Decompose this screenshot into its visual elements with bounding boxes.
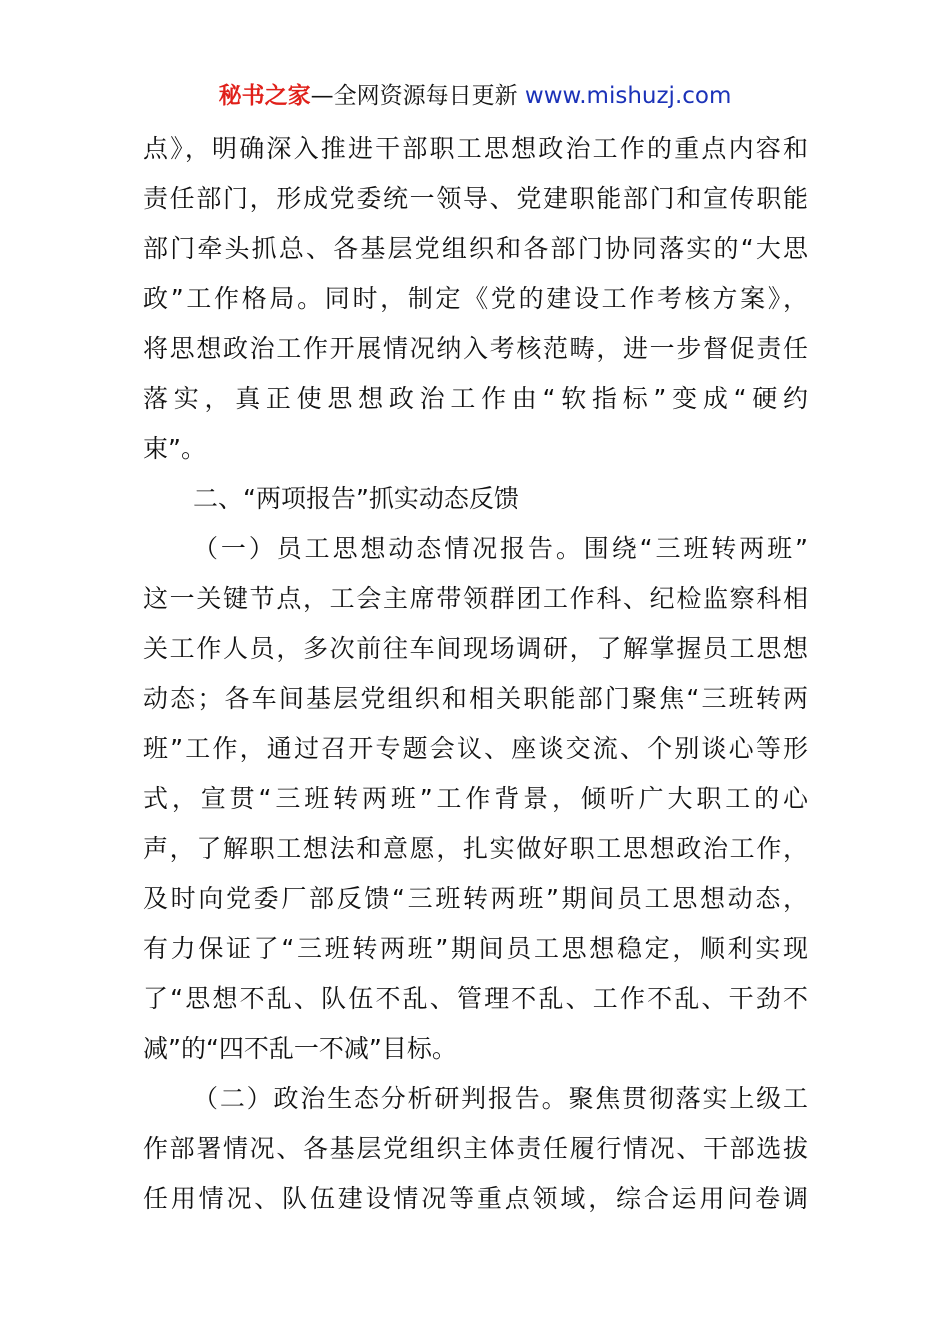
text-line: 及时向党委厂部反馈“三班转两班”期间员工思想动态，: [143, 884, 808, 913]
subsection-heading: （二）政治生态分析研判报告。聚焦贯彻落实上级工: [193, 1084, 808, 1113]
text-line: 作部署情况、各基层党组织主体责任履行情况、干部选拔: [143, 1134, 808, 1163]
text-line: 政”工作格局。同时，制定《党的建设工作考核方案》，: [143, 284, 808, 313]
text-line: 了“思想不乱、队伍不乱、管理不乱、工作不乱、干劲不: [143, 984, 808, 1013]
subsection-heading: （一）员工思想动态情况报告。围绕“三班转两班”: [193, 534, 808, 563]
text-line: 任用情况、队伍建设情况等重点领域，综合运用问卷调: [143, 1184, 808, 1213]
text-line: 点》，明确深入推进干部职工思想政治工作的重点内容和: [143, 134, 808, 163]
header-tagline: —全网资源每日更新: [310, 83, 518, 109]
text-line: 部门牵头抓总、各基层党组织和各部门协同落实的“大思: [143, 234, 808, 263]
document-body: [143, 124, 808, 1224]
text-line: 减”的“四不乱一不减”目标。: [143, 1034, 457, 1063]
text-line: 关工作人员，多次前往车间现场调研，了解掌握员工思想: [143, 634, 808, 663]
text-line: 落实，真正使思想政治工作由“软指标”变成“硬约: [143, 384, 808, 413]
text-line: 式，宣贯“三班转两班”工作背景，倾听广大职工的心: [143, 784, 808, 813]
text-line: 声，了解职工想法和意愿，扎实做好职工思想政治工作，: [143, 834, 808, 863]
text-line: 这一关键节点，工会主席带领群团工作科、纪检监察科相: [143, 584, 808, 613]
text-line: 动态；各车间基层党组织和相关职能部门聚焦“三班转两: [143, 684, 808, 713]
text-line: 班”工作，通过召开专题会议、座谈交流、个别谈心等形: [143, 734, 808, 763]
page-header: [0, 80, 950, 112]
section-heading: 二、“两项报告”抓实动态反馈: [193, 484, 519, 513]
text-line: 将思想政治工作开展情况纳入考核范畴，进一步督促责任: [143, 334, 808, 363]
text-line: 有力保证了“三班转两班”期间员工思想稳定，顺利实现: [143, 934, 808, 963]
website-link[interactable]: www.mishuzj.com: [524, 83, 732, 109]
brand-name: 秘书之家: [218, 83, 311, 109]
text-line: 责任部门，形成党委统一领导、党建职能部门和宣传职能: [143, 184, 808, 213]
text-line: 束”。: [143, 434, 206, 463]
